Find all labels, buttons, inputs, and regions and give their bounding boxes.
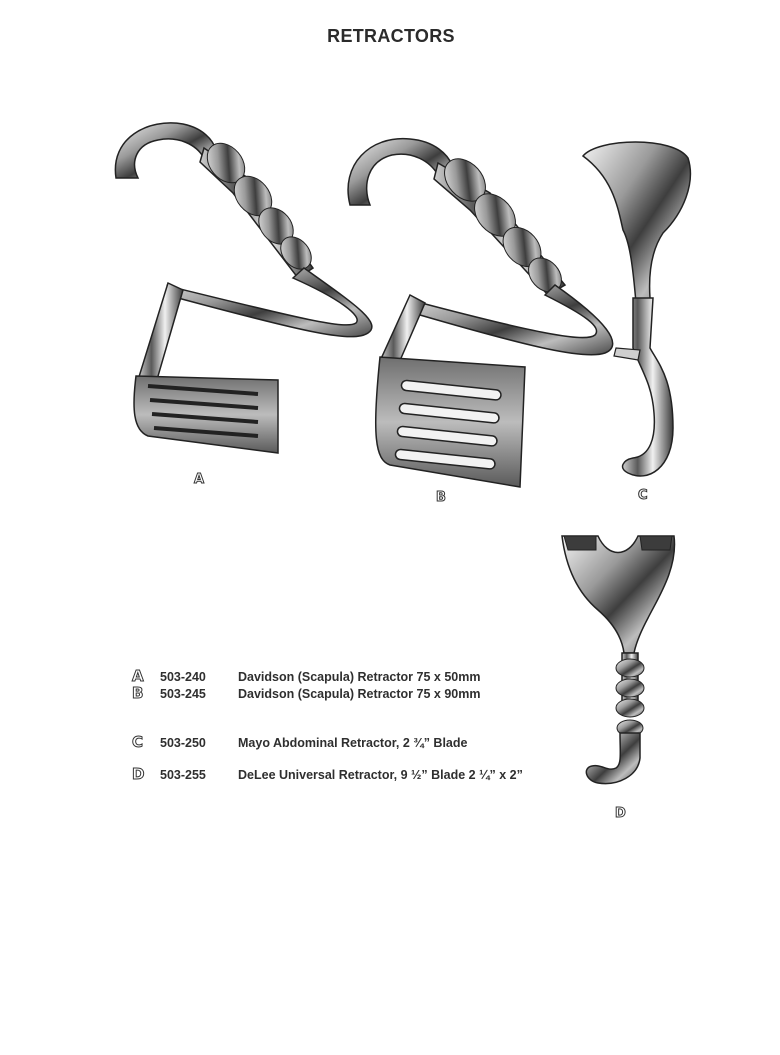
figure-c	[578, 138, 696, 483]
mayo-abdominal-retractor-icon	[578, 138, 696, 483]
catalog-row-d	[132, 765, 523, 783]
catalog-row-code: 503-245	[160, 687, 206, 701]
davidson-retractor-b-icon	[340, 135, 618, 490]
catalog-row-letter: C	[132, 733, 144, 751]
page-title: RETRACTORS	[327, 26, 455, 46]
delee-universal-retractor-icon	[558, 528, 678, 788]
catalog-row-letter: D	[132, 765, 145, 783]
catalog-row-a	[132, 667, 480, 685]
figure-a-label: A	[194, 472, 205, 487]
figure-d	[558, 528, 678, 788]
catalog-row-description: Davidson (Scapula) Retractor 75 x 50mm	[238, 670, 481, 684]
catalog-row-c	[132, 733, 467, 751]
figure-b-label: B	[436, 490, 446, 505]
figure-c-label: C	[638, 488, 648, 503]
catalog-row-code: 503-250	[160, 736, 206, 750]
catalog-row-letter: A	[132, 667, 144, 685]
figure-d-label: D	[615, 806, 626, 821]
catalog-row-code: 503-240	[160, 670, 206, 684]
catalog-row-b	[132, 684, 480, 702]
catalog-row-letter: B	[132, 684, 144, 702]
figure-b	[340, 135, 618, 490]
catalog-row-description: Davidson (Scapula) Retractor 75 x 90mm	[238, 687, 481, 701]
catalog-row-code: 503-255	[160, 768, 206, 782]
catalog-row-description: Mayo Abdominal Retractor, 2 ¾” Blade	[238, 736, 468, 750]
catalog-row-description: DeLee Universal Retractor, 9 ½” Blade 2 ¼” x 2”	[238, 768, 523, 782]
